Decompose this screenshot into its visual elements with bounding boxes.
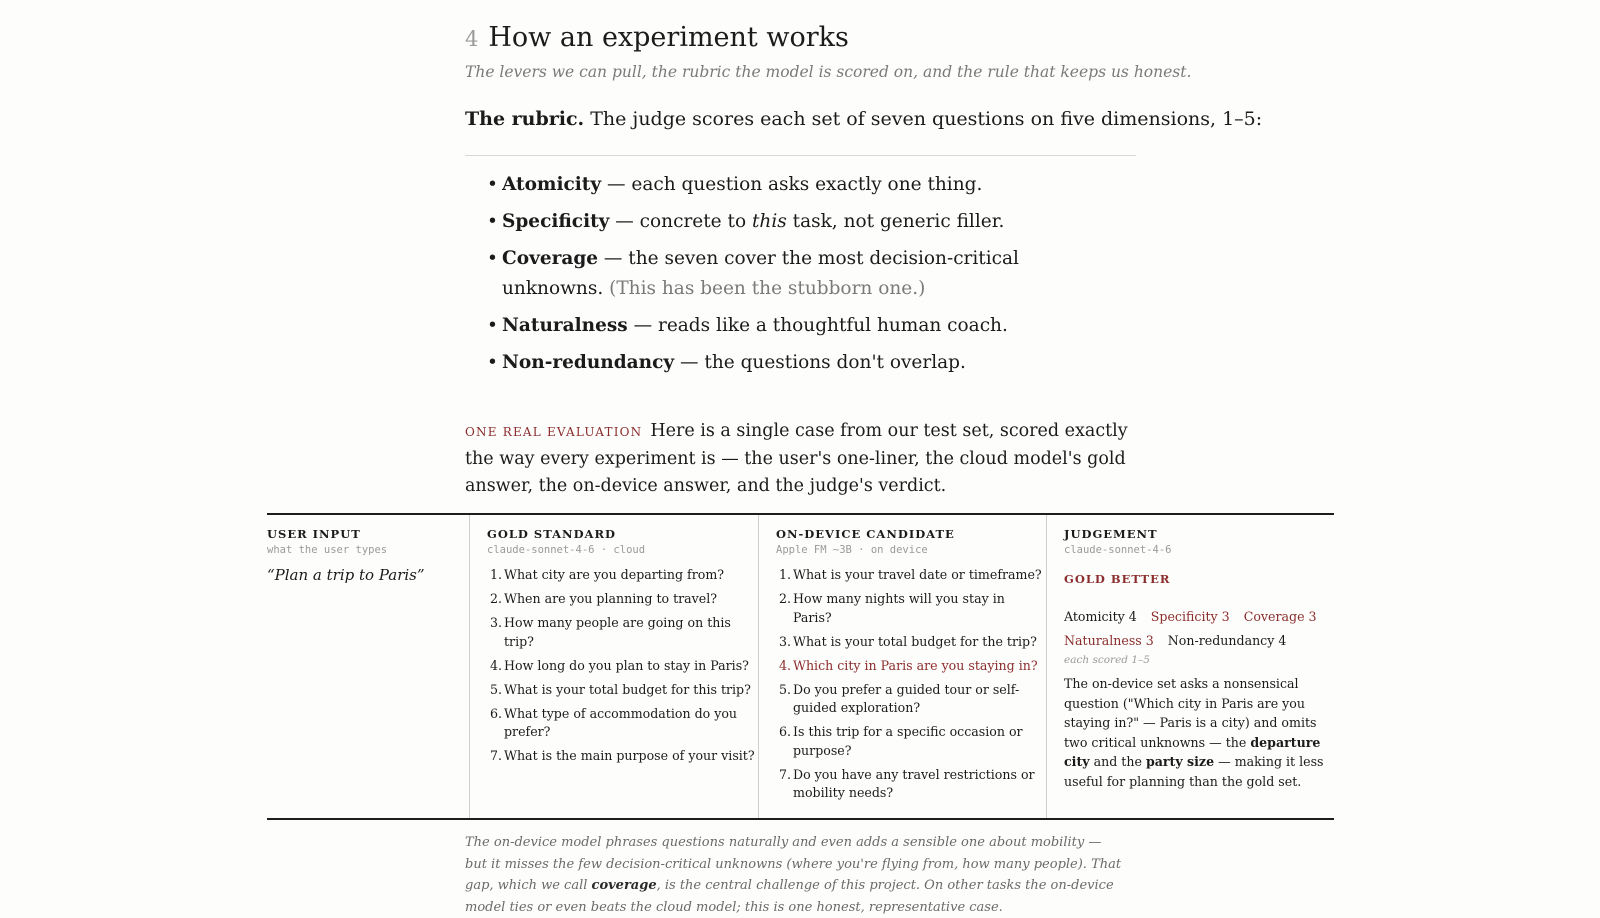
list-item: 7. Do you have any travel restrictions or mobility needs? — [779, 766, 1035, 800]
user-input-column — [267, 515, 469, 818]
gold-question-list — [487, 566, 758, 766]
dimension-aside: (This has been the stubborn one.) — [609, 278, 926, 299]
section-number: 4 — [465, 27, 479, 51]
dimension-desc: — the seven cover the most decision-critical unknowns. — [502, 248, 1019, 299]
dimension-name: Coverage — [502, 248, 599, 269]
divider — [465, 155, 1136, 156]
dimension-name: Atomicity — [502, 174, 602, 195]
rubric-lead: The rubric. — [465, 108, 585, 130]
column-subheader: what the user types — [267, 544, 388, 556]
judgement-rationale: The on-device set asks a nonsensical question ("Which city in Paris are you staying in?" — Paris is a city) and omits two critical unknowns — the departure city and the party size — making it less useful for planning than the gold set. — [1064, 676, 1324, 789]
dimension-name: Specificity — [502, 211, 610, 232]
gold-standard-column — [469, 515, 758, 818]
score-atomicity: Atomicity 4 — [1064, 609, 1137, 624]
list-item: 1. What is your travel date or timeframe? — [779, 567, 1042, 582]
rubric-intro — [465, 108, 1263, 130]
dimension-item — [487, 170, 1107, 200]
dimension-item — [487, 311, 1107, 341]
dimension-desc: — concrete to — [615, 211, 747, 232]
scale-note: each scored 1–5 — [1064, 654, 1150, 666]
rubric-text: The judge scores each set of seven questions on five dimensions, 1–5: — [590, 108, 1263, 130]
dimension-desc: — the questions don't overlap. — [680, 352, 966, 373]
list-item: 1. What city are you departing from? — [490, 567, 725, 582]
dimension-item — [487, 244, 1107, 304]
column-header: GOLD STANDARD — [487, 527, 616, 541]
dimension-name: Naturalness — [502, 315, 628, 336]
score-list — [1064, 605, 1334, 653]
flagged-list-item: 4. Which city in Paris are you staying in? — [779, 657, 1038, 673]
list-item: 2. How many nights will you stay in Paris? — [779, 591, 1005, 625]
list-item: 4. How long do you plan to stay in Paris? — [490, 657, 749, 673]
candidate-column — [758, 515, 1046, 818]
column-header: ON-DEVICE CANDIDATE — [776, 527, 955, 541]
list-item: 5. Do you prefer a guided tour or self-guided exploration? — [779, 681, 1020, 715]
list-item: 2. When are you planning to travel? — [490, 591, 718, 606]
score-specificity: Specificity 3 — [1150, 609, 1230, 624]
column-subheader: Apple FM ~3B · on device — [776, 544, 928, 556]
list-item: 3. How many people are going on this trip? — [490, 615, 731, 649]
list-item: 6. Is this trip for a specific occasion or purpose? — [779, 724, 1023, 758]
dimension-item — [487, 348, 1107, 378]
evaluation-table — [267, 513, 1334, 820]
list-item: 7. What is the main purpose of your visit? — [490, 748, 755, 763]
dimension-item — [487, 207, 1107, 237]
dimension-desc: task, not generic filler. — [792, 211, 1005, 232]
dimension-desc: — reads like a thoughtful human coach. — [633, 315, 1008, 336]
list-item: 3. What is your total budget for the trip? — [779, 633, 1037, 649]
evaluation-text: Here is a single case from our test set, scored exactly the way every experiment is — the user's one-liner, the cloud model's gold answer, the on-device answer, and the judge's verdict. — [465, 421, 1128, 496]
candidate-question-list — [776, 566, 1046, 803]
rubric-dimension-list — [487, 170, 1107, 385]
score-non-redundancy: Non-redundancy 4 — [1167, 633, 1287, 648]
user-input-quote: “Plan a trip to Paris” — [267, 566, 425, 584]
dimension-emphasis: this — [751, 211, 787, 232]
score-coverage: Coverage 3 — [1243, 609, 1317, 624]
column-subheader: claude-sonnet-4-6 · cloud — [487, 544, 646, 556]
dimension-name: Non-redundancy — [502, 352, 675, 373]
column-header: USER INPUT — [267, 527, 361, 541]
list-item: 5. What is your total budget for this trip? — [490, 681, 751, 697]
section-subtitle: The levers we can pull, the rubric the model is scored on, and the rule that keeps us honest. — [465, 63, 1192, 81]
judgement-column — [1046, 515, 1334, 818]
section-title: How an experiment works — [488, 22, 849, 53]
section-heading — [465, 22, 1135, 53]
verdict-label: GOLD BETTER — [1064, 572, 1171, 586]
list-item: 6. What type of accommodation do you prefer? — [490, 705, 738, 739]
evaluation-intro — [465, 418, 1135, 500]
column-subheader: claude-sonnet-4-6 — [1064, 544, 1172, 556]
dimension-desc: — each question asks exactly one thing. — [607, 174, 983, 195]
score-naturalness: Naturalness 3 — [1064, 633, 1154, 648]
evaluation-label: ONE REAL EVALUATION — [465, 425, 643, 439]
column-header: JUDGEMENT — [1064, 527, 1158, 541]
table-caption: The on-device model phrases questions naturally and even adds a sensible one about mobility — but it misses the few decision-critical unknowns (where you're flying from, how many people). That gap, which we call coverage, is the central challenge of this project. On other tasks the on-device model ties or even beats the cloud model; this is one honest, representative case. — [465, 835, 1122, 915]
